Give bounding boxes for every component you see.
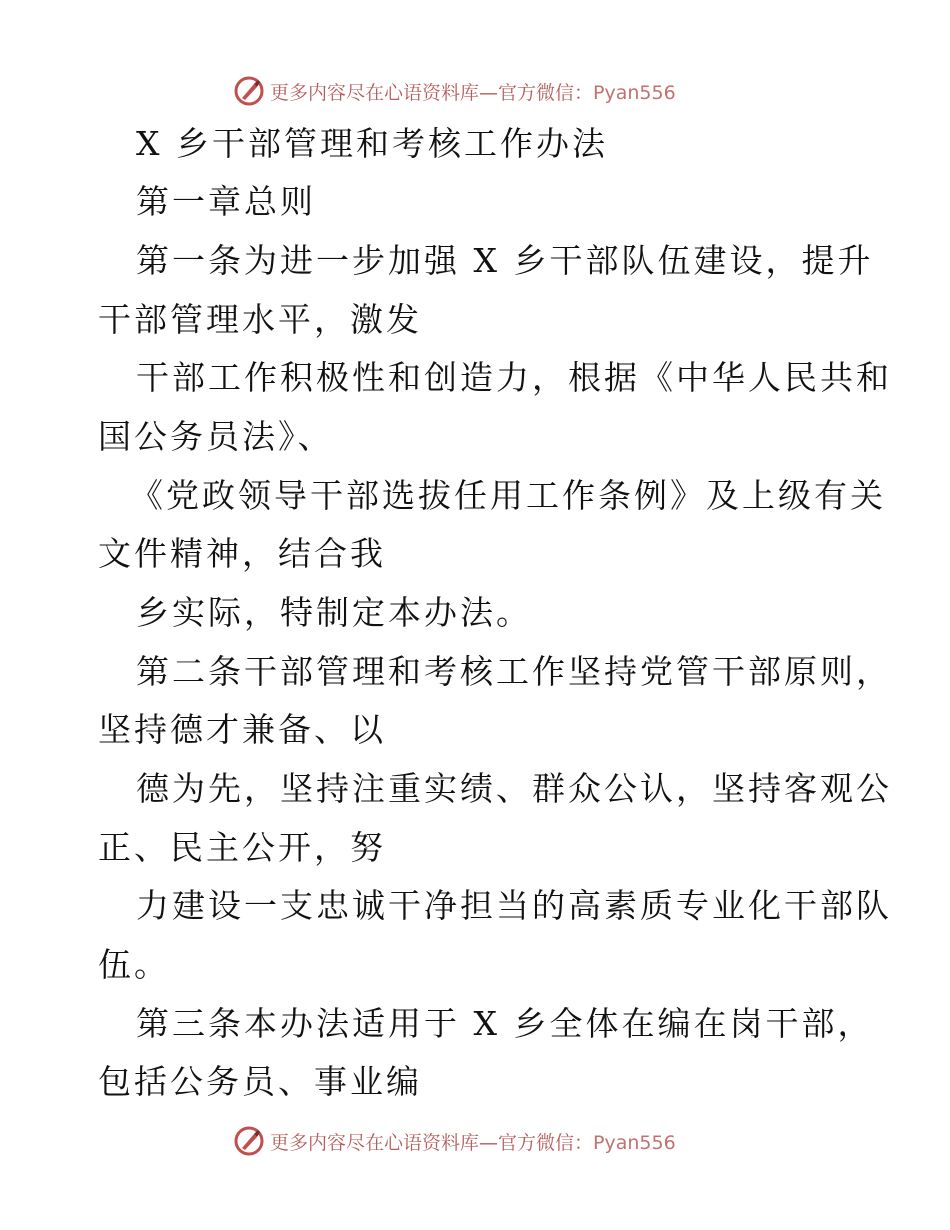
text-line: 正、民主公开，努 [98,828,386,867]
text-line: 《党政领导干部选拔任用工作条例》及上级有关 [130,476,886,515]
watermark-text: 更多内容尽在心语资料库—官方微信：Pyan556 [270,1131,676,1154]
text-line: 包括公务员、事业编 [98,1062,422,1101]
text-line: 文件精神，结合我 [98,534,386,573]
text-line: 伍。 [98,945,170,984]
text-line: 干部工作积极性和创造力，根据《中华人民共和 [136,358,892,397]
document-title: X 乡干部管理和考核工作办法 [136,124,608,163]
text-line: 第三条本办法适用于 X 乡全体在编在岗干部， [136,1004,874,1043]
text-line: 力建设一支忠诚干净担当的高素质专业化干部队 [136,886,892,925]
pen-logo-icon [234,1126,264,1156]
chapter-heading: 第一章总则 [136,182,316,221]
text-line: 干部管理水平，激发 [98,300,422,339]
footer-watermark [234,1124,676,1158]
text-line: 第一条为进一步加强 X 乡干部队伍建设，提升 [136,241,874,280]
text-line: 德为先，坚持注重实绩、群众公认，坚持客观公 [136,769,892,808]
text-line: 第二条干部管理和考核工作坚持党管干部原则， [136,652,892,691]
watermark-text: 更多内容尽在心语资料库—官方微信：Pyan556 [270,81,676,104]
text-line: 乡实际，特制定本办法。 [136,593,532,632]
text-line: 坚持德才兼备、以 [98,710,386,749]
pen-logo-icon [234,76,264,106]
header-watermark [234,74,676,108]
text-line: 国公务员法》、 [98,417,334,456]
